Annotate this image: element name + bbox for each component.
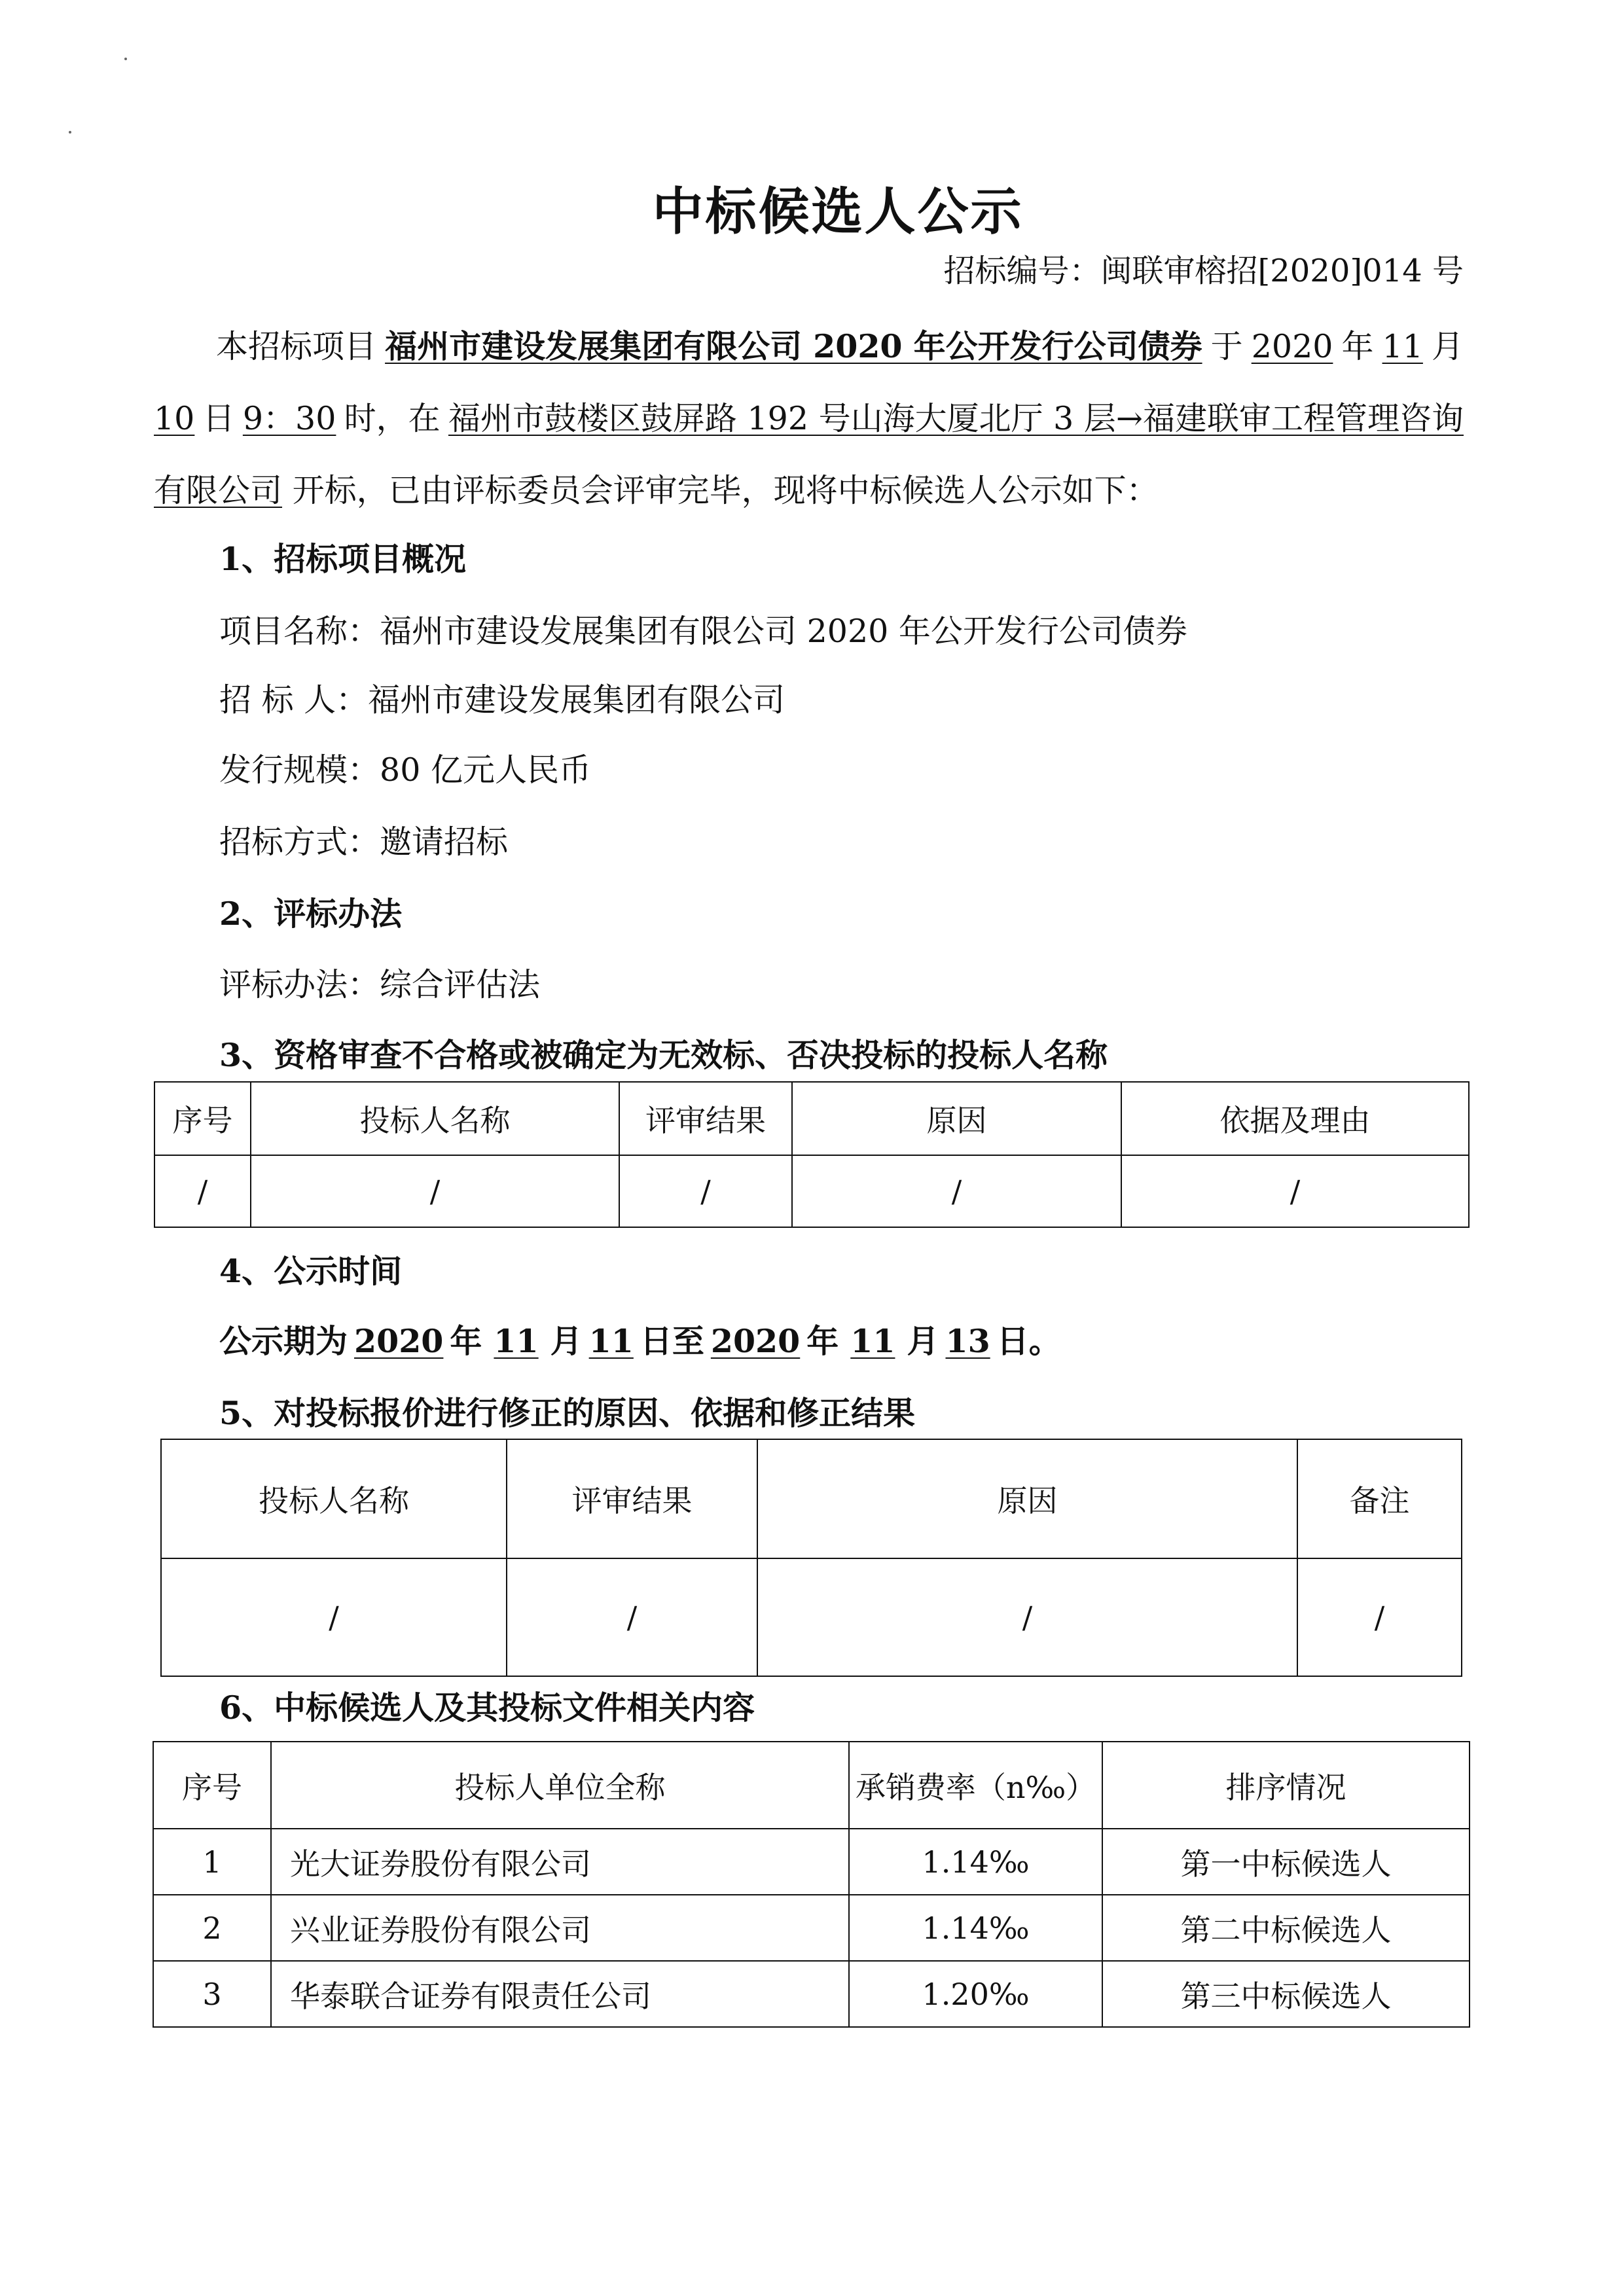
ranking-cell: 第三中标候选人 [1102, 1961, 1470, 2027]
section-6-heading: 6、中标候选人及其投标文件相关内容 [219, 1689, 755, 1727]
table-header-row [154, 1082, 1469, 1155]
header-cell: 备注 [1297, 1439, 1462, 1558]
period-end-year: 2020 [710, 1322, 801, 1360]
rank-cell: 3 [153, 1961, 271, 2027]
bidder-name-cell: 光大证券股份有限公司 [271, 1829, 849, 1895]
period-to: 日至 [640, 1322, 704, 1360]
period-m1: 月 [550, 1322, 583, 1360]
table-cell: / [619, 1155, 792, 1227]
intro-year-unit: 年 [1341, 328, 1374, 365]
period-start-day: 11 [588, 1322, 634, 1360]
intro-prefix: 本招标项目 [216, 328, 377, 365]
bid-number [943, 255, 1464, 287]
fee-rate-cell: 1.14‰ [849, 1829, 1102, 1895]
ranking-cell: 第一中标候选人 [1102, 1829, 1470, 1895]
method-value: 邀请招标 [380, 823, 509, 861]
header-cell: 原因 [757, 1439, 1297, 1558]
intro-venue-line-2: 有限公司 [154, 472, 283, 509]
method-label: 招标方式： [219, 823, 380, 861]
section-3-heading: 3、资格审查不合格或被确定为无效标、否决投标的投标人名称 [219, 1036, 1108, 1074]
rank-cell: 1 [153, 1829, 271, 1895]
table-cell: / [1121, 1155, 1469, 1227]
scale-value: 80 亿元人民币 [380, 751, 591, 789]
fee-rate-cell: 1.20‰ [849, 1961, 1102, 2027]
header-cell: 评审结果 [619, 1082, 792, 1155]
period-end: 日。 [996, 1322, 1061, 1360]
header-cell: 投标人名称 [251, 1082, 619, 1155]
intro-day: 10 [154, 400, 195, 437]
table-row [154, 1155, 1469, 1227]
intro-year: 2020 [1251, 328, 1333, 365]
header-cell: 评审结果 [507, 1439, 757, 1558]
table-cell: / [161, 1558, 507, 1676]
intro-line-1 [216, 327, 1464, 365]
period-end-month: 11 [850, 1322, 895, 1360]
intro-yu: 于 [1210, 328, 1243, 365]
intro-month-unit: 月 [1431, 328, 1464, 365]
table-cell: / [154, 1155, 251, 1227]
period-m2: 月 [907, 1322, 939, 1360]
intro-venue-line-1: 福州市鼓楼区鼓屏路 192 号山海大厦北厅 3 层→福建联审工程管理咨询 [448, 400, 1464, 437]
bid-number-value: 闽联审榕招[2020]014 号 [1100, 253, 1464, 289]
table-cell: / [792, 1155, 1121, 1227]
period-start-year: 2020 [354, 1322, 444, 1360]
eval-method-label: 评标办法： [219, 966, 380, 1003]
price-correction-table [160, 1439, 1462, 1677]
publicity-period [219, 1322, 1061, 1360]
scale-row [219, 751, 591, 789]
table-row [161, 1558, 1462, 1676]
header-cell: 排序情况 [1102, 1742, 1470, 1829]
header-cell: 承销费率（n‰） [849, 1742, 1102, 1829]
header-cell: 依据及理由 [1121, 1082, 1469, 1155]
table-row [153, 1829, 1470, 1895]
header-cell: 序号 [153, 1742, 271, 1829]
section-2-heading: 2、评标办法 [219, 895, 403, 933]
page-title: 中标候选人公示 [652, 182, 1024, 242]
intro-day-unit: 日 [202, 400, 235, 437]
table-row [153, 1895, 1470, 1961]
intro-line-3 [154, 472, 1464, 509]
section-5-heading: 5、对投标报价进行修正的原因、依据和修正结果 [219, 1394, 916, 1432]
header-cell: 原因 [792, 1082, 1121, 1155]
header-cell: 投标人名称 [161, 1439, 507, 1558]
period-start-month: 11 [494, 1322, 539, 1360]
scan-speck [69, 131, 71, 134]
period-y1: 年 [450, 1322, 482, 1360]
section-4-heading: 4、公示时间 [219, 1252, 403, 1290]
period-prefix: 公示期为 [219, 1322, 348, 1360]
candidate-table [153, 1741, 1470, 2028]
tenderer-value: 福州市建设发展集团有限公司 [368, 681, 785, 719]
table-cell: / [251, 1155, 619, 1227]
fee-rate-cell: 1.14‰ [849, 1895, 1102, 1961]
project-name-value: 福州市建设发展集团有限公司 2020 年公开发行公司债券 [380, 613, 1187, 650]
intro-month: 11 [1382, 328, 1423, 365]
intro-suffix: 开标，已由评标委员会评审完毕，现将中标候选人公示如下： [292, 472, 1159, 509]
header-cell: 序号 [154, 1082, 251, 1155]
project-name-label: 项目名称： [219, 613, 380, 650]
eval-method-value: 综合评估法 [380, 966, 541, 1003]
ranking-cell: 第二中标候选人 [1102, 1895, 1470, 1961]
table-cell: / [507, 1558, 757, 1676]
table-header-row [161, 1439, 1462, 1558]
period-end-day: 13 [945, 1322, 990, 1360]
bidder-name-cell: 华泰联合证券有限责任公司 [271, 1961, 849, 2027]
table-cell: / [757, 1558, 1297, 1676]
project-name-row [219, 613, 1187, 650]
intro-line-2 [154, 400, 1464, 437]
bidder-name-cell: 兴业证券股份有限公司 [271, 1895, 849, 1961]
intro-project-name: 福州市建设发展集团有限公司 2020 年公开发行公司债券 [385, 327, 1202, 365]
table-row [153, 1961, 1470, 2027]
table-header-row [153, 1742, 1470, 1829]
method-row [219, 823, 509, 861]
scan-speck [124, 58, 127, 60]
eval-method-row [219, 966, 541, 1003]
intro-time-unit: 时，在 [344, 400, 441, 437]
rank-cell: 2 [153, 1895, 271, 1961]
section-1-heading: 1、招标项目概况 [219, 540, 467, 578]
table-cell: / [1297, 1558, 1462, 1676]
header-cell: 投标人单位全称 [271, 1742, 849, 1829]
bid-number-label: 招标编号： [943, 253, 1101, 289]
period-y2: 年 [806, 1322, 839, 1360]
tenderer-row [219, 681, 785, 719]
intro-time: 9：30 [242, 400, 336, 437]
tenderer-label: 招 标 人： [219, 681, 369, 719]
scale-label: 发行规模： [219, 751, 380, 789]
disqualified-table [154, 1081, 1470, 1228]
